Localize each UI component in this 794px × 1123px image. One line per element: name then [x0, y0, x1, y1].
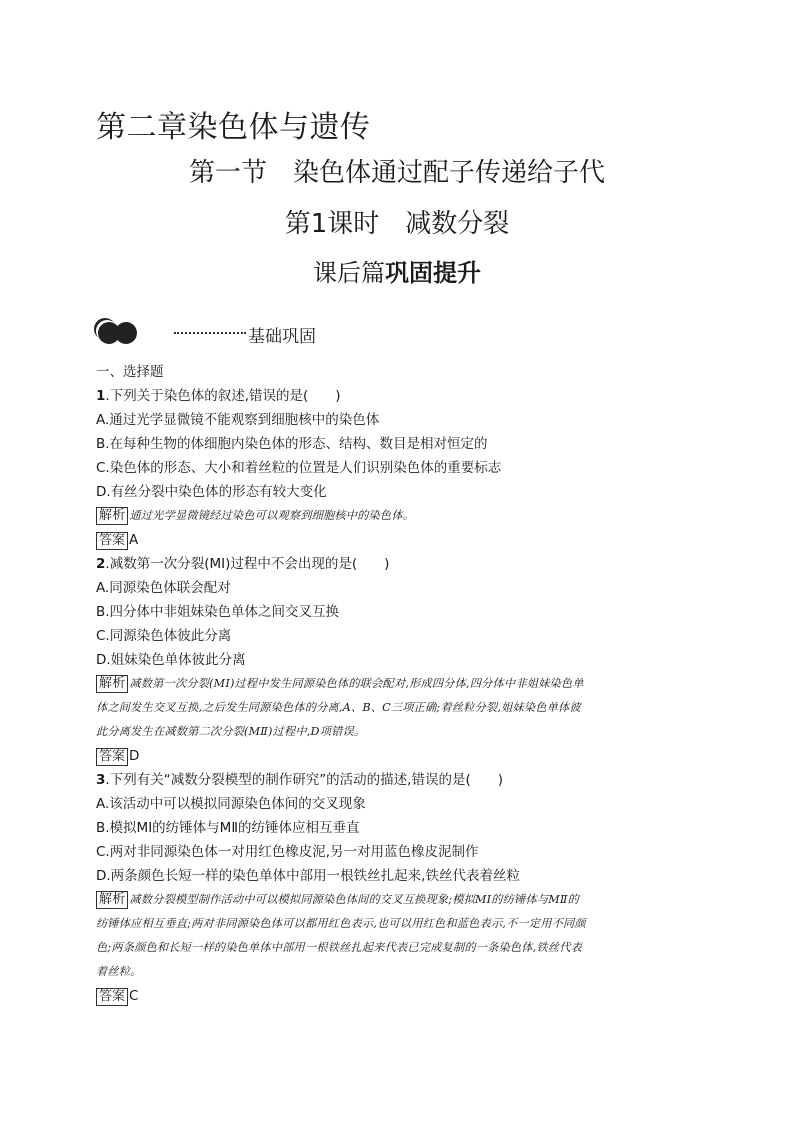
analysis-line: 解析 减数分裂模型制作活动中可以模拟同源染色体间的交叉互换现象;模拟MⅠ的纺锤体与MⅡ的: [96, 888, 696, 912]
option: A.通过光学显微镜不能观察到细胞核中的染色体: [96, 412, 380, 428]
option: B.在每种生物的体细胞内染色体的形态、结构、数目是相对恒定的: [96, 436, 488, 452]
analysis-tag: 解析: [96, 675, 128, 693]
section-title: [0, 152, 794, 189]
part-title: 一、选择题: [96, 364, 164, 380]
option: C.同源染色体彼此分离: [96, 628, 232, 644]
question-stem: 1.下列关于染色体的叙述,错误的是( ): [96, 388, 341, 404]
analysis-line: 体之间发生交叉互换,之后发生同源染色体的分离,A、B、C三项正确;着丝粒分裂,姐妹染色单体彼: [96, 701, 581, 714]
banner-circles-icon: [98, 322, 138, 344]
option: A.该活动中可以模拟同源染色体间的交叉现象: [96, 796, 366, 812]
lesson-name: 减数分裂: [405, 209, 510, 239]
option: D.两条颜色长短一样的染色单体中部用一根铁丝扎起来,铁丝代表着丝粒: [96, 868, 520, 884]
lesson-title: [0, 203, 794, 240]
answer-value: C: [129, 988, 139, 1004]
option: C.染色体的形态、大小和着丝粒的位置是人们识别染色体的重要标志: [96, 460, 502, 476]
analysis-line: 解析 减数第一次分裂(MⅠ)过程中发生同源染色体的联会配对,形成四分体,四分体中非姐妹染色单: [96, 672, 696, 696]
analysis-line: 纺锤体应相互垂直;两对非同源染色体可以都用红色表示,也可以用红色和蓝色表示,不一定用不同颜: [96, 917, 586, 930]
answer-tag: 答案: [96, 988, 128, 1006]
question-number: 3: [96, 772, 106, 788]
banner-dotted-line: [174, 332, 246, 334]
after-class-title: [0, 253, 794, 288]
analysis-line: 色;两条颜色和长短一样的染色单体中部用一根铁丝扎起来代表已完成复制的一条染色体,铁丝代表: [96, 941, 583, 954]
analysis-tag: 解析: [96, 891, 128, 909]
banner-label: 基础巩固: [248, 327, 316, 347]
answer-value: A: [129, 532, 139, 548]
answer-value: D: [129, 748, 140, 764]
question-content: [96, 360, 696, 1008]
analysis-line: 解析 通过光学显微镜经过染色可以观察到细胞核中的染色体。: [96, 504, 696, 528]
section-banner: [96, 318, 396, 348]
question-stem: 3.下列有关“减数分裂模型的制作研究”的活动的描述,错误的是( ): [96, 772, 504, 788]
option: C.两对非同源染色体一对用红色橡皮泥,另一对用蓝色橡皮泥制作: [96, 844, 479, 860]
option: A.同源染色体联会配对: [96, 580, 231, 596]
option: D.有丝分裂中染色体的形态有较大变化: [96, 484, 327, 500]
section-number: 第一节: [188, 158, 267, 188]
consolidation-label: 巩固提升: [385, 259, 481, 287]
analysis-line: 此分离发生在减数第二次分裂(MⅡ)过程中,D项错误。: [96, 725, 366, 738]
answer-line: [96, 744, 696, 768]
after-class-label: 课后篇: [313, 259, 385, 287]
answer-line: [96, 528, 696, 552]
analysis-tag: 解析: [96, 507, 128, 525]
answer-tag: 答案: [96, 748, 128, 766]
question-number: 2: [96, 556, 106, 572]
analysis-line: 着丝粒。: [96, 965, 142, 978]
section-name: 染色体通过配子传递给子代: [293, 158, 606, 188]
option: B.四分体中非姐妹染色单体之间交叉互换: [96, 604, 340, 620]
answer-tag: 答案: [96, 532, 128, 550]
question-stem: 2.减数第一次分裂(MⅠ)过程中不会出现的是( ): [96, 556, 390, 572]
answer-line: [96, 984, 696, 1008]
option: B.模拟MⅠ的纺锤体与MⅡ的纺锤体应相互垂直: [96, 820, 360, 836]
chapter-title: 第二章染色体与遗传: [96, 110, 371, 145]
question-number: 1: [96, 388, 106, 404]
lesson-number: 第1课时: [284, 209, 380, 239]
option: D.姐妹染色单体彼此分离: [96, 652, 246, 668]
